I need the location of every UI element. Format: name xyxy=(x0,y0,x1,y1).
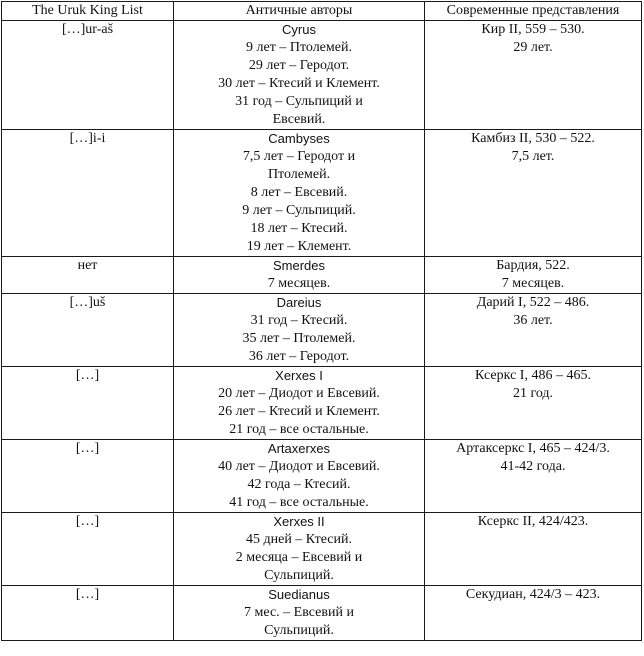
modern-view-line: 21 год. xyxy=(512,386,554,401)
modern-views-cell xyxy=(425,21,642,130)
modern-view-line: 41-42 года. xyxy=(500,459,566,474)
ancient-source-line: 26 лет – Ктесий и Клемент. xyxy=(218,404,380,419)
uruk-name: […] xyxy=(75,587,100,602)
modern-views-cell xyxy=(425,367,642,440)
ancient-source-line: 36 лет – Геродот. xyxy=(248,349,350,364)
ancient-source-line: 31 год – Сульпиций и xyxy=(235,94,363,109)
ancient-source-line: 40 лет – Диодот и Евсевий. xyxy=(218,459,380,474)
uruk-cell xyxy=(2,294,174,367)
ancient-source-line: 18 лет – Ктесий. xyxy=(250,221,348,236)
ancient-authors-cell xyxy=(174,440,425,513)
king-name: Suedianus xyxy=(268,587,330,602)
modern-view-line: Бардия, 522. xyxy=(496,258,570,273)
ancient-source-line: 41 год – все остальные. xyxy=(229,495,369,510)
uruk-cell xyxy=(2,440,174,513)
modern-view-line: Камбиз II, 530 – 522. xyxy=(471,131,595,146)
ancient-authors-cell xyxy=(174,21,425,130)
ancient-source-line: 9 лет – Птолемей. xyxy=(246,40,352,55)
uruk-cell xyxy=(2,367,174,440)
uruk-cell xyxy=(2,586,174,641)
ancient-source-line: 19 лет – Клемент. xyxy=(246,239,352,254)
modern-view-line: 7 месяцев. xyxy=(501,276,565,291)
ancient-source-line: 45 дней – Ктесий. xyxy=(245,532,352,547)
ancient-authors-cell xyxy=(174,130,425,257)
ancient-source-line: Сульпиций. xyxy=(264,568,334,583)
uruk-cell xyxy=(2,21,174,130)
ancient-authors-cell xyxy=(174,586,425,641)
modern-views-cell xyxy=(425,294,642,367)
table-row xyxy=(2,130,642,257)
king-name: Xerxes II xyxy=(273,514,325,529)
table-row xyxy=(2,257,642,294)
king-list-table xyxy=(1,1,642,641)
ancient-source-line: 30 лет – Ктесий и Клемент. xyxy=(218,76,380,91)
modern-view-line: 29 лет. xyxy=(513,40,553,55)
ancient-source-line: Евсевий. xyxy=(272,112,326,127)
modern-view-line: Артаксеркс I, 465 – 424/3. xyxy=(456,441,610,456)
modern-view-line: Ксеркс II, 424/423. xyxy=(477,514,589,529)
modern-view-line: Ксеркс I, 486 – 465. xyxy=(475,368,591,383)
king-name: Cambyses xyxy=(268,131,330,146)
ancient-source-line: 21 год – все остальные. xyxy=(229,422,369,437)
modern-views-cell xyxy=(425,440,642,513)
header-row xyxy=(2,2,642,21)
modern-views-cell xyxy=(425,586,642,641)
table-row xyxy=(2,21,642,130)
modern-view-line: Кир II, 559 – 530. xyxy=(481,22,585,37)
ancient-source-line: 7,5 лет – Геродот и xyxy=(242,149,356,164)
ancient-source-line: 7 мес. – Евсевий и xyxy=(244,605,354,620)
ancient-source-line: 42 года – Ктесий. xyxy=(247,477,351,492)
ancient-authors-cell xyxy=(174,294,425,367)
modern-view-line: Секудиан, 424/3 – 423. xyxy=(465,587,601,602)
ancient-source-line: 35 лет – Птолемей. xyxy=(242,331,356,346)
uruk-name: нет xyxy=(77,258,98,273)
uruk-name: […]uš xyxy=(69,295,106,310)
uruk-name: […] xyxy=(75,368,100,383)
uruk-cell xyxy=(2,130,174,257)
ancient-source-line: 31 год – Ктесий. xyxy=(250,313,348,328)
modern-views-cell xyxy=(425,513,642,586)
king-name: Smerdes xyxy=(272,258,326,273)
king-name: Artaxerxes xyxy=(267,441,331,456)
modern-views-cell xyxy=(425,257,642,294)
ancient-source-line: 20 лет – Диодот и Евсевий. xyxy=(218,386,380,401)
ancient-source-line: 8 лет – Евсевий. xyxy=(250,185,348,200)
uruk-cell xyxy=(2,513,174,586)
ancient-source-line: 7 месяцев. xyxy=(267,276,331,291)
table-row xyxy=(2,586,642,641)
ancient-authors-cell xyxy=(174,367,425,440)
uruk-name: […] xyxy=(75,514,100,529)
ancient-authors-cell xyxy=(174,257,425,294)
king-name: Xerxes I xyxy=(275,368,323,383)
uruk-name: […]i-i xyxy=(69,131,106,146)
ancient-source-line: 29 лет – Геродот. xyxy=(248,58,350,73)
king-name: Dareius xyxy=(276,295,322,310)
ancient-source-line: Птолемей. xyxy=(267,167,331,182)
table-row xyxy=(2,367,642,440)
ancient-source-line: 9 лет – Сульпиций. xyxy=(242,203,356,218)
uruk-name: […] xyxy=(75,441,100,456)
table-row xyxy=(2,294,642,367)
header-modern-views: Современные представления xyxy=(425,2,642,21)
modern-view-line: Дарий I, 522 – 486. xyxy=(476,295,590,310)
uruk-cell xyxy=(2,257,174,294)
modern-views-cell xyxy=(425,130,642,257)
modern-view-line: 7,5 лет. xyxy=(511,149,555,164)
uruk-name: […]ur-aš xyxy=(61,22,114,37)
modern-view-line: 36 лет. xyxy=(513,313,553,328)
header-ancient-authors: Античные авторы xyxy=(174,2,425,21)
header-uruk-king-list: The Uruk King List xyxy=(2,2,174,21)
king-name: Cyrus xyxy=(282,22,316,37)
table-row xyxy=(2,513,642,586)
ancient-source-line: Сульпиций. xyxy=(264,623,334,638)
table-body xyxy=(2,21,642,641)
table-row xyxy=(2,440,642,513)
ancient-source-line: 2 месяца – Евсевий и xyxy=(235,550,363,565)
ancient-authors-cell xyxy=(174,513,425,586)
